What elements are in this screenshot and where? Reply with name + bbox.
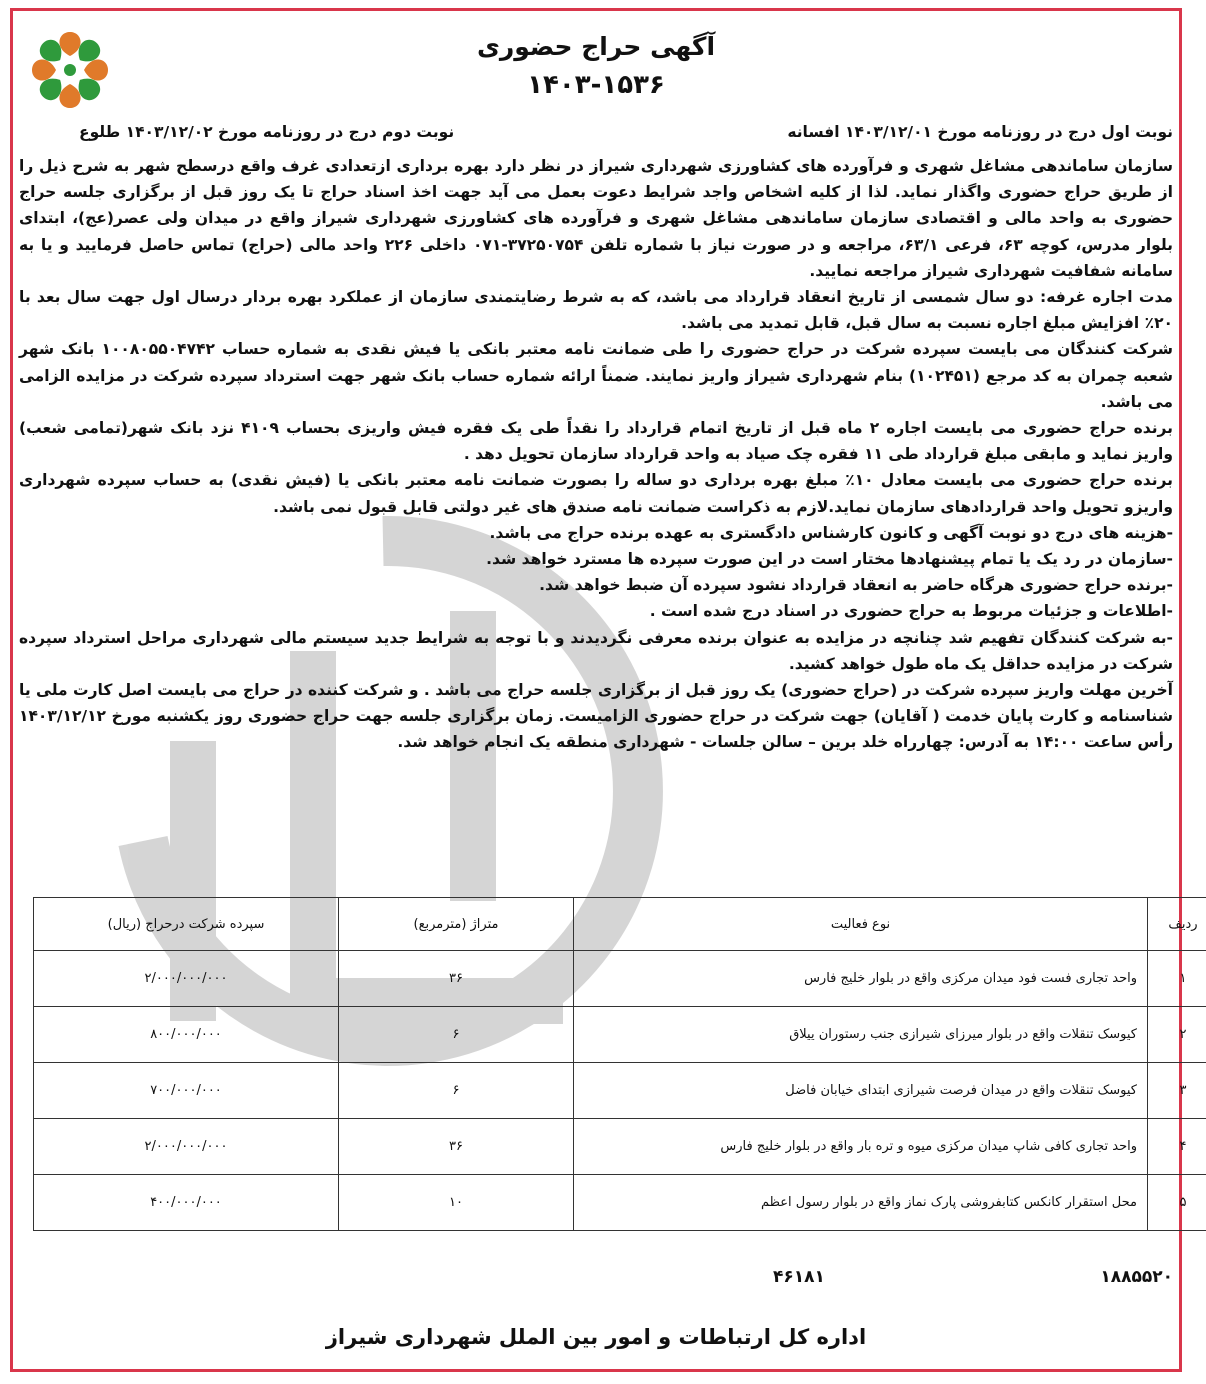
table-row (34, 1063, 1206, 1119)
table-row (34, 1175, 1206, 1231)
notice-frame (10, 8, 1198, 1372)
row-activity: محل استقرار کانکس کتابفروشی پارک نماز واقع در بلوار رسول اعظم (574, 1175, 1148, 1231)
paragraph-intro: سازمان ساماندهی مشاغل شهری و فرآورده های کشاورزی شهرداری شیراز در نظر دارد بهره برداری ازتعدادی غرف واقع درسطح شهر به شرح ذیل را از طریق حراج حضوری واگذار نماید. لذا از کلیه اشخاص واجد شرایط دعوت بعمل می آید جهت اخذ اسناد حراج تا یک روز قبل از برگزاری جلسه حراج حضوری به واحد مالی و اقتصادی سازمان ساماندهی مشاغل شهری و فرآورده های کشاورزی شهرداری شیراز واقع در میدان ولی عصر(عج)، ابتدای بلوار مدرس، کوچه ۶۳، فرعی ۶۳/۱، مراجعه و در صورت نیاز با شماره تلفن ۳۷۲۵۰۷۵۴-۰۷۱ داخلی ۲۲۶ واحد مالی (حراج) تماس حاصل فرمایید و یا به سامانه شفافیت شهرداری شیراز مراجعه نمایید. (19, 157, 1173, 280)
ad-code-mid: ۴۶۱۸۱ (773, 1267, 825, 1287)
second-publication: نوبت دوم درج در روزنامه مورخ ۱۴۰۳/۱۲/۰۲ طلوع (79, 123, 455, 141)
ad-code-right: ۱۸۸۵۵۲۰ (1100, 1267, 1173, 1287)
row-deposit: ۸۰۰/۰۰۰/۰۰۰ (34, 1007, 339, 1063)
row-area: ۱۰ (339, 1175, 574, 1231)
auction-table (33, 897, 1206, 1231)
table-row (34, 951, 1206, 1007)
table-row (34, 1007, 1206, 1063)
row-number: ۳ (1148, 1063, 1206, 1119)
notice-code: ۱۴۰۳-۱۵۳۶ (527, 70, 665, 100)
row-number: ۲ (1148, 1007, 1206, 1063)
row-deposit: ۲/۰۰۰/۰۰۰/۰۰۰ (34, 951, 339, 1007)
paragraph-deadline: آخرین مهلت واریز سپرده شرکت در (حراج حضوری) یک روز قبل از برگزاری جلسه حراج می باشد . و شرکت کننده در حراج می بایست اصل کارت ملی یا شناسنامه و کارت پایان خدمت ( آقایان) جهت شرکت در حراج حضوری الزامیست. زمان برگزاری جلسه جهت حراج حضوری روز یکشنبه مورخ ۱۴۰۳/۱۲/۱۲ رأس ساعت ۱۴:۰۰ به آدرس: چهارراه خلد برین – سالن جلسات - شهرداری منطقه یک انجام خواهد شد. (19, 681, 1173, 752)
table-row (34, 1119, 1206, 1175)
row-area: ۶ (339, 1007, 574, 1063)
row-area: ۶ (339, 1063, 574, 1119)
row-activity: کیوسک تنقلات واقع در بلوار میرزای شیرازی جنب رستوران ییلاق (574, 1007, 1148, 1063)
row-number: ۱ (1148, 951, 1206, 1007)
row-activity: واحد تجاری فست فود میدان مرکزی واقع در بلوار خلیج فارس (574, 951, 1148, 1007)
footer-office-name: اداره کل ارتباطات و امور بین الملل شهرداری شیراز (325, 1325, 867, 1349)
paragraph-forfeit: -برنده حراج حضوری هرگاه حاضر به انعقاد قرارداد نشود سپرده آن ضبط خواهد شد. (539, 576, 1173, 595)
row-number: ۴ (1148, 1119, 1206, 1175)
first-publication: نوبت اول درج در روزنامه مورخ ۱۴۰۳/۱۲/۰۱ افسانه (787, 123, 1173, 141)
notice-title: آگهی حراج حضوری (476, 32, 716, 61)
paragraph-winner-payment: برنده حراج حضوری می بایست اجاره ۲ ماه قبل از تاریخ اتمام قرارداد را نقداً طی یک فقره فیش واریزی بحساب ۴۱۰۹ نزد بانک شهر(تمامی شعب) واریز نماید و مابقی مبلغ قرارداد طی ۱۱ فقره چک صیاد به واحد قرارداد سازمان تحویل دهد . (19, 419, 1174, 464)
row-deposit: ۷۰۰/۰۰۰/۰۰۰ (34, 1063, 339, 1119)
row-deposit: ۲/۰۰۰/۰۰۰/۰۰۰ (34, 1119, 339, 1175)
header-area: متراژ (مترمربع) (339, 898, 574, 951)
row-deposit: ۴۰۰/۰۰۰/۰۰۰ (34, 1175, 339, 1231)
header-activity: نوع فعالیت (574, 898, 1148, 951)
header-row-number: ردیف (1148, 898, 1206, 951)
paragraph-deposit: شرکت کنندگان می بایست سپرده شرکت در حراج حضوری را طی ضمانت نامه معتبر بانکی یا فیش نقدی به شماره حساب ۱۰۰۸۰۵۵۰۴۷۴۲ بانک شهر شعبه چمران به کد مرجع (۱۰۲۴۵۱) بنام شهرداری شیراز واریز نمایند. ضمناً ارائه شماره حساب بانک شهر جهت استرداد سپرده شرکت در مزایده الزامی می باشد. (19, 340, 1174, 411)
paragraph-details: -اطلاعات و جزئیات مربوط به حراج حضوری در اسناد درج شده است . (649, 602, 1173, 621)
paragraph-lease-term: مدت اجاره غرفه: دو سال شمسی از تاریخ انعقاد قرارداد می باشد، که به شرط رضایتمندی سازمان از عملکرد بهره بردار درسال اول جهت سال بعد با ۲۰٪ افزایش مبلغ اجاره نسبت به سال قبل، قابل تمدید می باشد. (19, 288, 1173, 333)
notice-body (19, 153, 1173, 756)
paragraph-rejection: -سازمان در رد یک یا تمام پیشنهادها مختار است در این صورت سپرده ها مسترد خواهد شد. (486, 550, 1173, 569)
row-area: ۳۶ (339, 1119, 574, 1175)
header-deposit: سپرده شرکت درحراج (ریال) (34, 898, 339, 951)
paragraph-guarantee: برنده حراج حضوری می بایست معادل ۱۰٪ مبلغ بهره برداری دو ساله را بصورت ضمانت نامه معتبر بانکی یا (فیش نقدی) به حساب سپرده شهرداری واریزو تحویل واحد قراردادهای سازمان نماید.لازم به ذکراست ضمانت نامه صندق های غیر دولتی قابل قبول نمی باشد. (19, 471, 1174, 516)
paragraph-refund: -به شرکت کنندگان تفهیم شد چنانچه در مزایده به عنوان برنده معرفی نگردیدند و با توجه به شرایط جدید سیستم مالی شهرداری مراحل استرداد سپرده شرکت در مزایده حداقل یک ماه طول خواهد کشید. (19, 628, 1173, 673)
row-activity: کیوسک تنقلات واقع در میدان فرصت شیرازی ابتدای خیابان فاضل (574, 1063, 1148, 1119)
table-header-row (34, 898, 1206, 951)
notice-header (13, 29, 1179, 105)
publication-dates (19, 123, 1173, 149)
paragraph-costs: -هزینه های درج دو نوبت آگهی و کانون کارشناس دادگستری به عهده برنده حراج می باشد. (489, 523, 1173, 542)
row-area: ۳۶ (339, 951, 574, 1007)
row-number: ۵ (1148, 1175, 1206, 1231)
row-activity: واحد تجاری کافی شاپ میدان مرکزی میوه و تره بار واقع در بلوار خلیج فارس (574, 1119, 1148, 1175)
